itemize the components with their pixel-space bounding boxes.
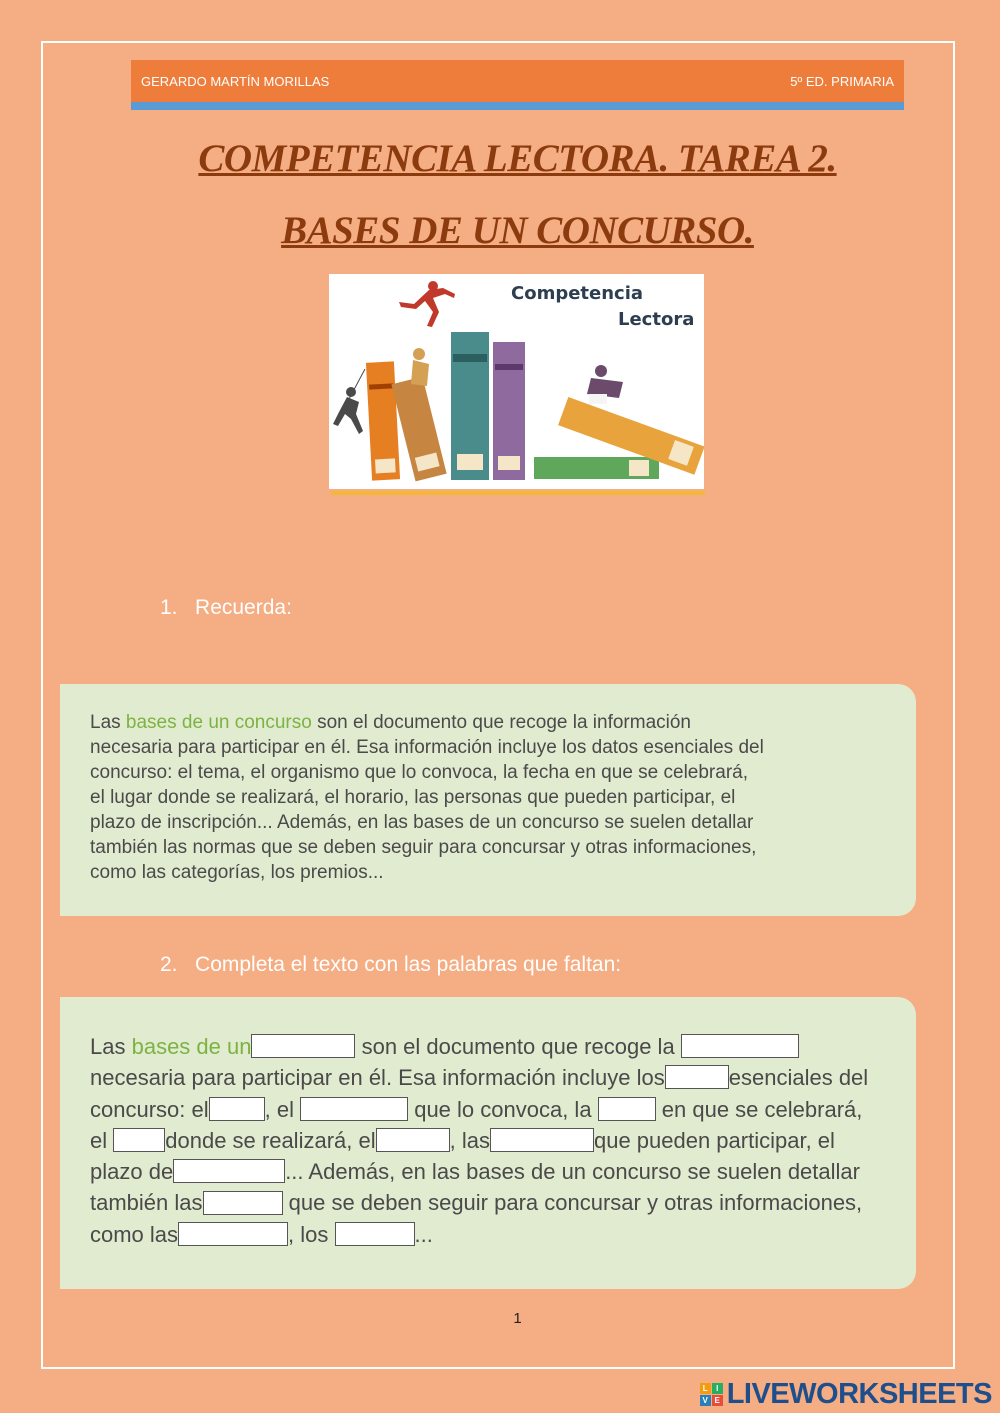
book-brown-icon — [391, 377, 446, 482]
exercise-line-4: el donde se realizará, el , las que pueden participar, el — [90, 1127, 835, 1153]
book-purple-icon — [493, 342, 525, 480]
question-1-number: 1. — [160, 596, 178, 619]
blank-1-input[interactable] — [251, 1034, 355, 1058]
competencia-lectora-image — [329, 274, 704, 489]
blank-2-input[interactable] — [681, 1034, 799, 1058]
sitting-figure-icon — [411, 348, 429, 386]
book-orange-icon — [366, 361, 400, 480]
question-2-number: 2. — [160, 953, 178, 976]
info-highlight: bases de un concurso — [125, 712, 312, 733]
liveworksheets-logo-icon: L I V E — [700, 1383, 723, 1406]
info-box — [60, 684, 916, 916]
liveworksheets-wordmark: LIVEWORKSHEETS — [726, 1377, 992, 1410]
blank-7-input[interactable] — [113, 1128, 165, 1152]
info-line-4: el lugar donde se realizará, el horario, las personas que pueden participar, el — [90, 787, 736, 808]
exercise-highlight: bases de un — [131, 1034, 252, 1059]
image-caption-1: Competencia — [511, 283, 644, 304]
page-title-line-1: COMPETENCIA LECTORA. TAREA 2. — [198, 137, 837, 180]
blank-12-input[interactable] — [178, 1222, 288, 1246]
header-bar — [131, 60, 904, 102]
climber-figure-icon — [333, 369, 365, 434]
info-line-3: concurso: el tema, el organismo que lo convoca, la fecha en que se celebrará, — [90, 762, 748, 783]
exercise-line-3: concurso: el , el que lo convoca, la en que se celebrará, — [90, 1096, 863, 1122]
exercise-line-5: plazo de ... Además, en las bases de un concurso se suelen detallar — [90, 1159, 860, 1185]
exercise-line-6: también las que se deben seguir para concursar y otras informaciones, — [90, 1190, 863, 1216]
info-line-5: plazo de inscripción... Además, en las bases de un concurso se suelen detallar — [90, 812, 754, 833]
exercise-line-7: como las , los ... — [90, 1221, 433, 1247]
liveworksheets-brand — [700, 1378, 992, 1410]
reading-figure-icon — [587, 365, 623, 404]
jumping-figure-icon — [399, 281, 455, 327]
info-line-7: como las categorías, los premios... — [90, 862, 384, 883]
book-teal-icon — [451, 332, 489, 480]
blank-11-input[interactable] — [203, 1191, 283, 1215]
blank-9-input[interactable] — [490, 1128, 594, 1152]
header-divider — [131, 102, 904, 110]
blank-6-input[interactable] — [598, 1097, 656, 1121]
header-grade: 5º ED. PRIMARIA — [790, 73, 894, 89]
exercise-line-2: necesaria para participar en él. Esa información incluye los esenciales del — [90, 1065, 869, 1091]
blank-13-input[interactable] — [335, 1222, 415, 1246]
image-caption-2: Lectora — [618, 309, 695, 330]
question-1-text: Recuerda: — [195, 596, 292, 619]
books-illustration — [329, 274, 704, 489]
question-2-text: Completa el texto con las palabras que faltan: — [195, 953, 622, 976]
question-1-heading — [160, 596, 292, 620]
image-underline — [331, 491, 705, 495]
book-green-icon — [534, 457, 659, 479]
blank-5-input[interactable] — [300, 1097, 408, 1121]
exercise-box — [60, 997, 916, 1289]
blank-8-input[interactable] — [376, 1128, 450, 1152]
header-author: GERARDO MARTÍN MORILLAS — [141, 73, 330, 89]
blank-3-input[interactable] — [665, 1065, 729, 1089]
blank-10-input[interactable] — [173, 1159, 285, 1183]
page-number: 1 — [513, 1310, 522, 1327]
blank-4-input[interactable] — [209, 1097, 265, 1121]
info-line-2: necesaria para participar en él. Esa información incluye los datos esenciales del — [90, 737, 764, 758]
info-line-6: también las normas que se deben seguir para concursar y otras informaciones, — [90, 837, 757, 858]
info-line-1: Las bases de un concurso son el documento que recoge la información — [90, 712, 692, 733]
page-title-line-2: BASES DE UN CONCURSO. — [281, 209, 754, 252]
exercise-line-1: Las bases de un son el documento que recoge la — [90, 1031, 916, 1062]
question-2-heading — [160, 953, 621, 977]
